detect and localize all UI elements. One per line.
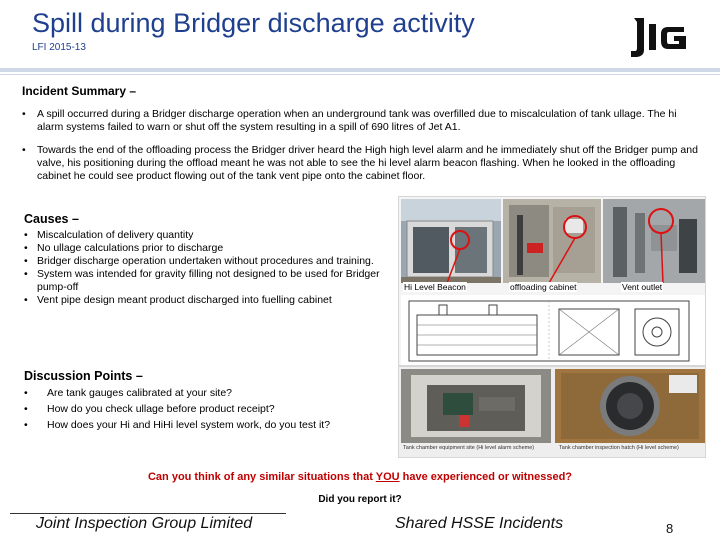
header-divider-thin xyxy=(0,74,720,75)
list-item: • Are tank gauges calibrated at your site? xyxy=(24,387,394,400)
causes-list xyxy=(24,229,394,307)
list-item: • How does your Hi and HiHi level system work, do you test it? xyxy=(24,419,394,432)
photo-label-vent: Vent outlet xyxy=(622,282,663,292)
causes-heading: Causes – xyxy=(24,212,79,226)
discussion-heading: Discussion Points – xyxy=(24,369,143,383)
photo-label-cabinet: offloading cabinet xyxy=(510,282,577,292)
page-title: Spill during Bridger discharge activity xyxy=(32,8,475,38)
summary-list xyxy=(22,108,702,193)
photo-montage-bottom xyxy=(398,366,706,458)
list-item: • System was intended for gravity filling not designed to be used for Bridger pump-off xyxy=(24,268,394,294)
question-emphasis: YOU xyxy=(375,471,400,483)
list-item: • Vent pipe design meant product discharged into fuelling cabinet xyxy=(24,294,394,307)
question-suffix: have experienced or witnessed? xyxy=(399,471,573,483)
list-item: • How do you check ullage before product receipt? xyxy=(24,403,394,416)
logo-text: JIG xyxy=(662,44,664,45)
list-item: • A spill occurred during a Bridger discharge operation when an underground tank was overfilled due to miscalculation of tank ullage. The hi alarm systems failed to warn or shut off the system resulting in a spill of 690 litres of Jet A1. xyxy=(22,108,702,134)
report-question: Did you report it? xyxy=(318,494,402,505)
footer-rule xyxy=(10,513,286,514)
footer-series: Shared HSSE Incidents xyxy=(395,515,564,532)
jig-logo xyxy=(628,10,696,60)
page-number: 8 xyxy=(666,521,674,536)
list-item: • Towards the end of the offloading process the Bridger driver heard the High high level alarm and he immediately shut off the Bridger pump and valve, his positioning during the offload meant he was not able to see the hi level alarm beacon flashing. When he looked in the offloading cabinet he could see product flowing out of the tank vent pipe onto the cabinet floor. xyxy=(22,144,702,183)
photo-caption-right: Tank chamber inspection hatch (Hi level scheme) xyxy=(559,445,679,451)
page-subtitle: LFI 2015-13 xyxy=(32,42,86,53)
header-divider xyxy=(0,68,720,72)
reflection-question xyxy=(0,471,720,483)
summary-heading: Incident Summary – xyxy=(22,84,137,98)
photo-montage-top xyxy=(398,196,706,366)
question-prefix: Can you think of any similar situations that xyxy=(147,471,376,483)
list-item: • Miscalculation of delivery quantity xyxy=(24,229,394,242)
list-item: • No ullage calculations prior to discharge xyxy=(24,242,394,255)
photo-label-beacon: Hi Level Beacon xyxy=(404,282,466,292)
footer-organisation: Joint Inspection Group Limited xyxy=(36,515,253,532)
list-item: • Bridger discharge operation undertaken without procedures and training. xyxy=(24,255,394,268)
discussion-list xyxy=(24,387,394,435)
photo-caption-left: Tank chamber equipment site (Hi level alarm scheme) xyxy=(403,445,535,451)
